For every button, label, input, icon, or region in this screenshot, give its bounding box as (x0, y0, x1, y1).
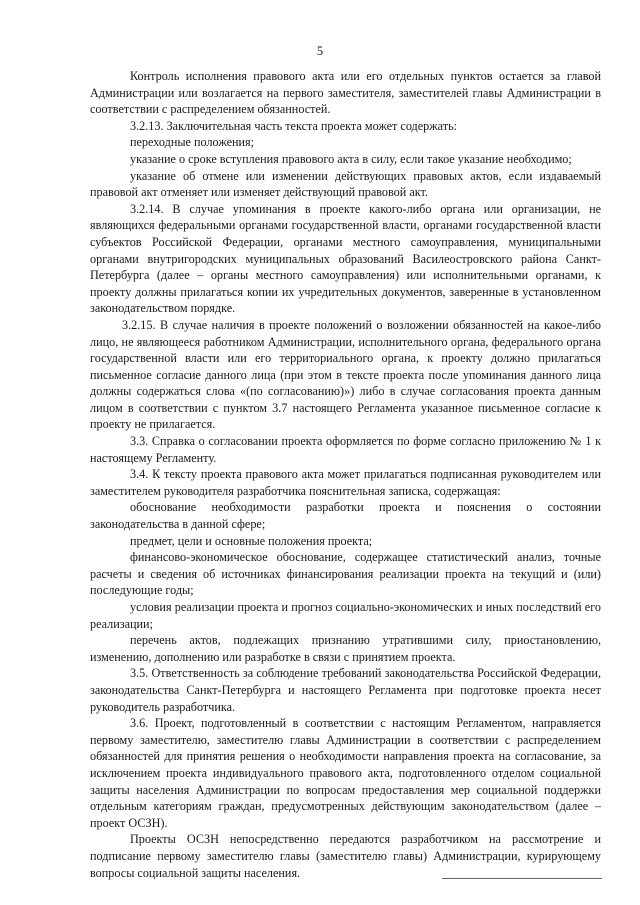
list-item-subject: предмет, цели и основные положения проекта; (130, 533, 373, 548)
page-number: 5 (316, 44, 324, 58)
paragraph-3-2-14: 3.2.14. В случае упоминания в проекте какого-либо органа или организации, не являющихся федеральными органами государственной власти, органами государственной власти субъектов Российской Федерации, органами местного самоуправления, муниципальными органами внутригородских муниципальных образований Василеостровского района Санкт-Петербурга (далее – органы местного самоуправления) или исполнительными органами, к проекту должны прилагаться копии их учредительных документов, заверенные в установленном законодательством порядке. (90, 201, 601, 316)
paragraph-control: Контроль исполнения правового акта или его отдельных пунктов остается за главой Администрации или возлагается на первого заместителя, заместителей главы Администрации в соответствии с распределением обязанностей. (90, 69, 601, 117)
list-item-acts: перечень актов, подлежащих признанию утратившими силу, приостановлению, изменению, дополнению или разработке в связи с принятием проекта. (90, 633, 601, 664)
paragraph-3-5: 3.5. Ответственность за соблюдение требований законодательства Российской Федерации, законодательства Санкт-Петербурга и настоящего Регламента при подготовке проекта несет руководитель разработчика. (90, 666, 601, 714)
list-item-transitional: переходные положения; (130, 135, 255, 150)
list-item-financial: финансово-экономическое обоснование, содержащее статистический анализ, точные расчеты и сведения об источниках финансирования реализации проекта на текущий и (или) последующие годы; (90, 550, 601, 598)
list-item-effective-date: указание о сроке вступления правового акта в силу, если такое указание необходимо; (130, 151, 572, 166)
paragraph-oszn: Проекты ОСЗН непосредственно передаются разработчиком на рассмотрение и подписание первому заместителю главы (заместителю главы) Администрации, курирующему вопросы социальной защиты населения. (90, 832, 601, 880)
paragraph-3-2-13: 3.2.13. Заключительная часть текста проекта может содержать: (130, 118, 458, 133)
paragraph-3-3: 3.3. Справка о согласовании проекта оформляется по форме согласно приложению № 1 к настоящему Регламенту. (90, 434, 601, 465)
list-item-conditions: условия реализации проекта и прогноз социально-экономических и иных последствий его реализации; (90, 600, 601, 631)
footer-line (442, 878, 602, 879)
paragraph-3-6: 3.6. Проект, подготовленный в соответствии с настоящим Регламентом, направляется первому заместителю, заместителю главы Администрации в соответствии с распределением обязанностей для принятия решения о необходимости направления проекта на согласование, за исключением проекта индивидуального правового акта, подготовленного отделом социальной защиты населения Администрации по вопросам предоставления мер социальной поддержки отдельным категориям граждан, предусмотренных действующим законодательством (далее – проект ОСЗН). (90, 716, 601, 830)
paragraph-3-4: 3.4. К тексту проекта правового акта может прилагаться подписанная руководителем или заместителем руководителя разработчика пояснительная записка, содержащая: (90, 467, 601, 498)
list-item-repeal: указание об отмене или изменении действующих правовых актов, если издаваемый правовой акт отменяет или изменяет действующий правовой акт. (90, 168, 601, 200)
paragraph-3-2-15: 3.2.15. В случае наличия в проекте положений о возложении обязанностей на какое-либо лицо, не являющееся работником Администрации, исполнительного органа, федерального органа государственной власти или его территориального органа, к проекту должно прилагаться письменное согласие данного лица (при этом в тексте проекта после упоминания данного лица должны содержаться слова «(по согласованию)») либо в случае согласования проекта данным лицом в соответствии с пунктом 3.7 настоящего Регламента указанное письменное согласие к проекту не прилагается. (90, 317, 601, 432)
document-body (90, 68, 601, 881)
list-item-justification: обоснование необходимости разработки проекта и пояснения о состоянии законодательства в данной сфере; (90, 500, 601, 532)
